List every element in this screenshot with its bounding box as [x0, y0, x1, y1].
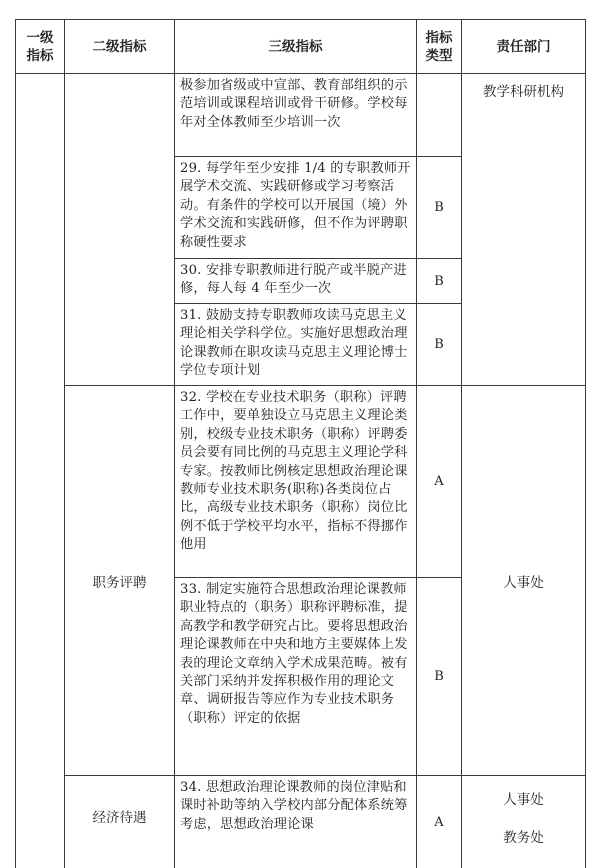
section-label-economic-treatment: 经济待遇 [92, 810, 147, 826]
indicator-type-32: A [434, 474, 444, 489]
header-type [417, 20, 461, 73]
indicator-text-29: 29. 每学年至少安排 1/4 的专职教师开展学术交流、实践研修或学习考察活动。有条件的学校可以开展国（境）外学术交流和实践研修，但不作为评聘职称硬性要求 [180, 161, 411, 250]
indicator-type-29: B [434, 200, 444, 215]
indicator-type-30: B [434, 273, 444, 289]
header-type-line2: 类型 [425, 47, 453, 64]
dept-hr: 人事处 [503, 574, 544, 591]
indicator-text-33: 33. 制定实施符合思想政治理论课教师职业特点的（职务）职称评聘标准，提高教学和教学研究占比。要将思想政治理论课教师在中央和地方主要媒体上发表的理论文章纳入学术成果范畴。被有关部门采纳并发挥积极作用的理论文章、调研报告等应作为专业技术职务（职称）评定的依据 [180, 582, 408, 726]
indicator-text-32: 32. 学校在专业技术职务（职称）评聘工作中，要单独设立马克思主义理论类别，校级专业技术职务（职称）评聘委员会要有同比例的马克思主义理论学科专家。按教师比例核定思想政治理论课教师专业技术职务(职称)各类岗位占比，高级专业技术职务（职称）岗位比例不低于学校平均水平，指标不得挪作他用 [180, 390, 408, 553]
indicator-text-34: 34. 思想政治理论课教师的岗位津贴和课时补助等纳入学校内部分配体系统筹考虑，思想政治理论课 [180, 780, 408, 832]
table-border-left [15, 19, 16, 868]
dept-research-institution: 教学科研机构 [483, 84, 564, 100]
header-level1-line1: 一级 [26, 29, 54, 46]
header-level2: 二级指标 [92, 38, 147, 55]
indicator-type-33: B [434, 669, 444, 684]
dept-econ-hr: 人事处 [503, 792, 544, 808]
indicator-text-31: 31. 鼓励支持专职教师攻读马克思主义理论相关学科学位。实施好思想政治理论课教师在职攻读马克思主义理论博士学位专项计划 [180, 308, 408, 379]
indicator-type-31: B [434, 337, 444, 352]
dept-econ-academic-affairs: 教务处 [503, 830, 544, 846]
indicator-text-28-cont: 极参加省级或中宣部、教育部组织的示范培训或课程培训或骨干研修。学校每年对全体教师至少培训一次 [180, 78, 408, 130]
header-type-line1: 指标 [425, 29, 453, 46]
header-level1 [16, 20, 64, 73]
indicator-type-34: A [434, 814, 444, 830]
table-border-right [585, 19, 586, 868]
header-level1-line2: 指标 [26, 47, 54, 64]
header-level3: 三级指标 [268, 38, 323, 55]
section-label-job-evaluation: 职务评聘 [92, 574, 147, 591]
indicator-text-30: 30. 安排专职教师进行脱产或半脱产进修，每人每 4 年至少一次 [180, 263, 407, 297]
header-dept: 责任部门 [496, 38, 551, 55]
